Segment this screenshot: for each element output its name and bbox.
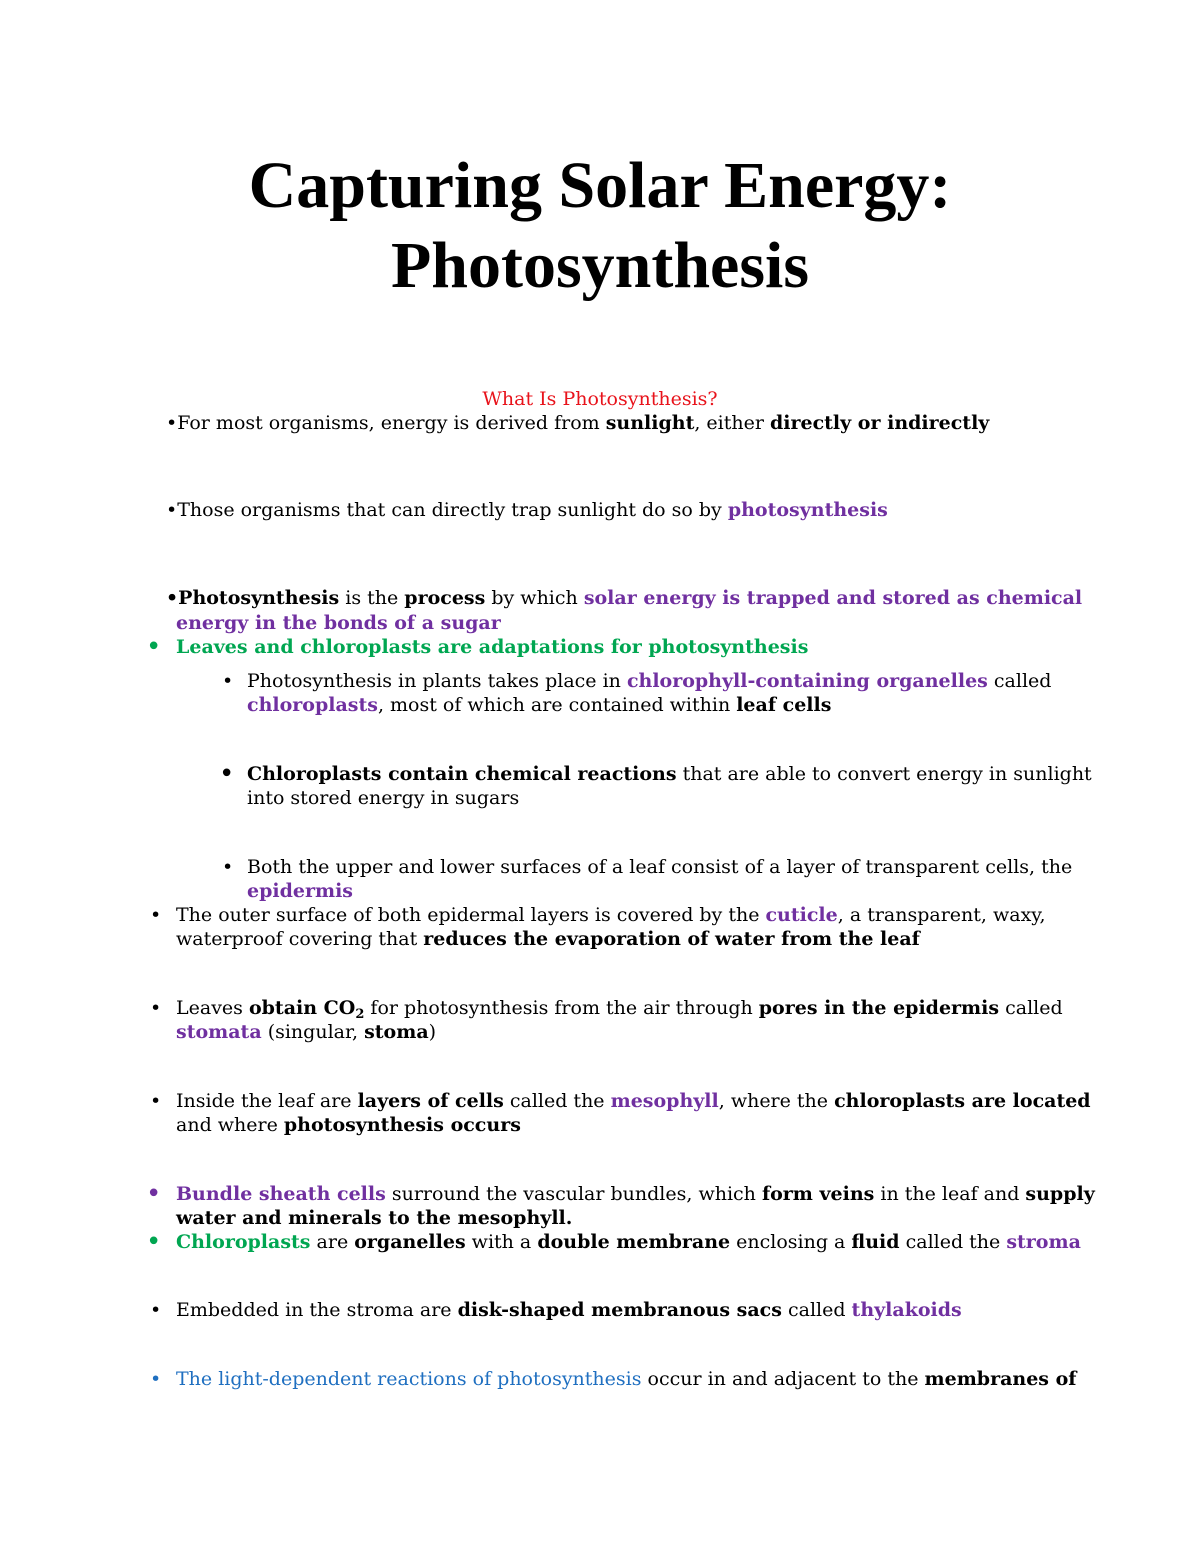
bullet: • (166, 412, 178, 434)
text-run: called (987, 670, 1052, 692)
text-run: membranes of (924, 1368, 1077, 1390)
text-run: called (781, 1299, 852, 1321)
text-run: stoma (364, 1021, 429, 1043)
text-run: are (310, 1231, 355, 1253)
text-run: stroma (1006, 1231, 1081, 1253)
text-run: sunlight (605, 412, 695, 434)
text-run: chloroplasts are located (834, 1090, 1091, 1112)
paragraph-4 (176, 635, 808, 659)
text-run: directly or indirectly (769, 412, 990, 434)
text-run: photosynthesis (727, 499, 888, 521)
text-run: double membrane (537, 1231, 731, 1253)
text-run: energy in the bonds of a sugar (176, 612, 501, 634)
text-run: surround the vascular bundles, which (385, 1183, 762, 1205)
text-run: For most organisms, energy is derived from (177, 412, 606, 434)
text-run: occur in and adjacent to the (641, 1368, 925, 1390)
text-run: form veins (761, 1183, 875, 1205)
text-run: mesophyll (610, 1090, 719, 1112)
paragraph-2 (166, 498, 888, 522)
text-run: The light-dependent reactions of photosynthesis (176, 1368, 642, 1390)
text-run: , a transparent, waxy, (837, 904, 1046, 926)
bullet: • (150, 1368, 162, 1390)
text-run: Those organisms that can directly trap sunlight do so by (177, 499, 728, 521)
title-line-1: Capturing Solar Energy: (248, 149, 952, 222)
text-run: Photosynthesis (178, 587, 340, 609)
text-run: fluid (851, 1231, 900, 1253)
paragraph-7-line-1 (247, 855, 1072, 879)
text-run: stomata (176, 1021, 262, 1043)
paragraph-6-line-2 (247, 786, 519, 810)
text-run: water and minerals to the mesophyll. (176, 1207, 573, 1229)
text-run: for photosynthesis from the air through (364, 997, 759, 1019)
document-title (0, 146, 1200, 306)
text-run: , either (694, 412, 770, 434)
bullet: • (222, 856, 234, 878)
paragraph-8-line-1 (176, 903, 1046, 927)
paragraph-1 (166, 411, 989, 435)
paragraph-6-line-1 (247, 762, 1092, 786)
bullet: • (166, 499, 178, 521)
text-run: Leaves and chloroplasts are adaptations for photosynthesis (176, 636, 809, 658)
paragraph-13 (176, 1298, 962, 1322)
text-run: Both the upper and lower surfaces of a leaf consist of a layer of transparent cells, the (247, 856, 1073, 878)
text-run: is the (339, 587, 405, 609)
bullet: • (222, 670, 234, 692)
text-run: and where (176, 1114, 284, 1136)
paragraph-5-line-2 (247, 693, 831, 717)
text-run: Inside the leaf are (176, 1090, 358, 1112)
text-run: reduces the evaporation of water from the leaf (423, 928, 920, 950)
bullet: • (146, 1227, 162, 1257)
text-run: leaf cells (736, 694, 832, 716)
bullet: • (146, 1179, 162, 1209)
subscript: 2 (355, 1007, 365, 1022)
title-line-2: Photosynthesis (390, 229, 810, 302)
text-run: process (404, 587, 486, 609)
text-run: obtain CO (248, 997, 356, 1019)
text-run: , where the (718, 1090, 835, 1112)
paragraph-14 (176, 1367, 1076, 1391)
text-run: waterproof covering that (176, 928, 424, 950)
text-run: Bundle sheath cells (176, 1183, 386, 1205)
paragraph-12 (176, 1230, 1081, 1254)
text-run: Chloroplasts contain chemical reactions (247, 763, 677, 785)
paragraph-3-line-2 (176, 611, 501, 635)
paragraph-10-line-2 (176, 1113, 521, 1137)
text-run: solar energy is trapped and stored as chemical (583, 587, 1083, 609)
text-run: enclosing a (730, 1231, 852, 1253)
text-run: by which (485, 587, 584, 609)
paragraph-7-line-2 (247, 879, 353, 903)
paragraph-8-line-2 (176, 927, 920, 951)
paragraph-3-line-1 (166, 586, 1082, 610)
paragraph-11-line-2 (176, 1206, 572, 1230)
text-run: photosynthesis occurs (283, 1114, 521, 1136)
text-run: Embedded in the stroma are (176, 1299, 458, 1321)
text-run: The outer surface of both epidermal layers is covered by the (176, 904, 766, 926)
text-run: in the leaf and (874, 1183, 1026, 1205)
bullet: • (150, 904, 162, 926)
text-run: chlorophyll-containing organelles (626, 670, 988, 692)
paragraph-10-line-1 (176, 1089, 1091, 1113)
bullet: • (150, 1299, 162, 1321)
text-run: supply (1025, 1183, 1095, 1205)
bullet: • (146, 632, 162, 662)
bullet: • (219, 759, 235, 789)
text-run: Chloroplasts (176, 1231, 311, 1253)
text-run: organelles (354, 1231, 466, 1253)
text-run: Photosynthesis in plants takes place in (247, 670, 627, 692)
text-run: called the (503, 1090, 611, 1112)
bullet: • (150, 1090, 162, 1112)
bullet: • (166, 587, 179, 609)
text-run: called the (899, 1231, 1007, 1253)
text-run: chloroplasts (247, 694, 378, 716)
text-run: that are able to convert energy in sunlight (676, 763, 1092, 785)
paragraph-5-line-1 (247, 669, 1051, 693)
text-run: , most of which are contained within (377, 694, 737, 716)
text-run: thylakoids (851, 1299, 962, 1321)
text-run: disk-shaped membranous sacs (457, 1299, 782, 1321)
bullet: • (150, 997, 162, 1019)
text-run: ) (428, 1021, 437, 1043)
text-run: (singular, (261, 1021, 365, 1043)
text-run: into stored energy in sugars (247, 787, 520, 809)
text-run: Leaves (176, 997, 249, 1019)
paragraph-9-line-2 (176, 1020, 436, 1044)
section-heading: What Is Photosynthesis? (482, 388, 718, 410)
text-run: epidermis (247, 880, 353, 902)
text-run: with a (465, 1231, 538, 1253)
text-run: called (999, 997, 1063, 1019)
text-run: layers of cells (357, 1090, 504, 1112)
text-run: pores in the epidermis (758, 997, 1000, 1019)
text-run: cuticle (765, 904, 838, 926)
paragraph-11-line-1 (176, 1182, 1095, 1206)
